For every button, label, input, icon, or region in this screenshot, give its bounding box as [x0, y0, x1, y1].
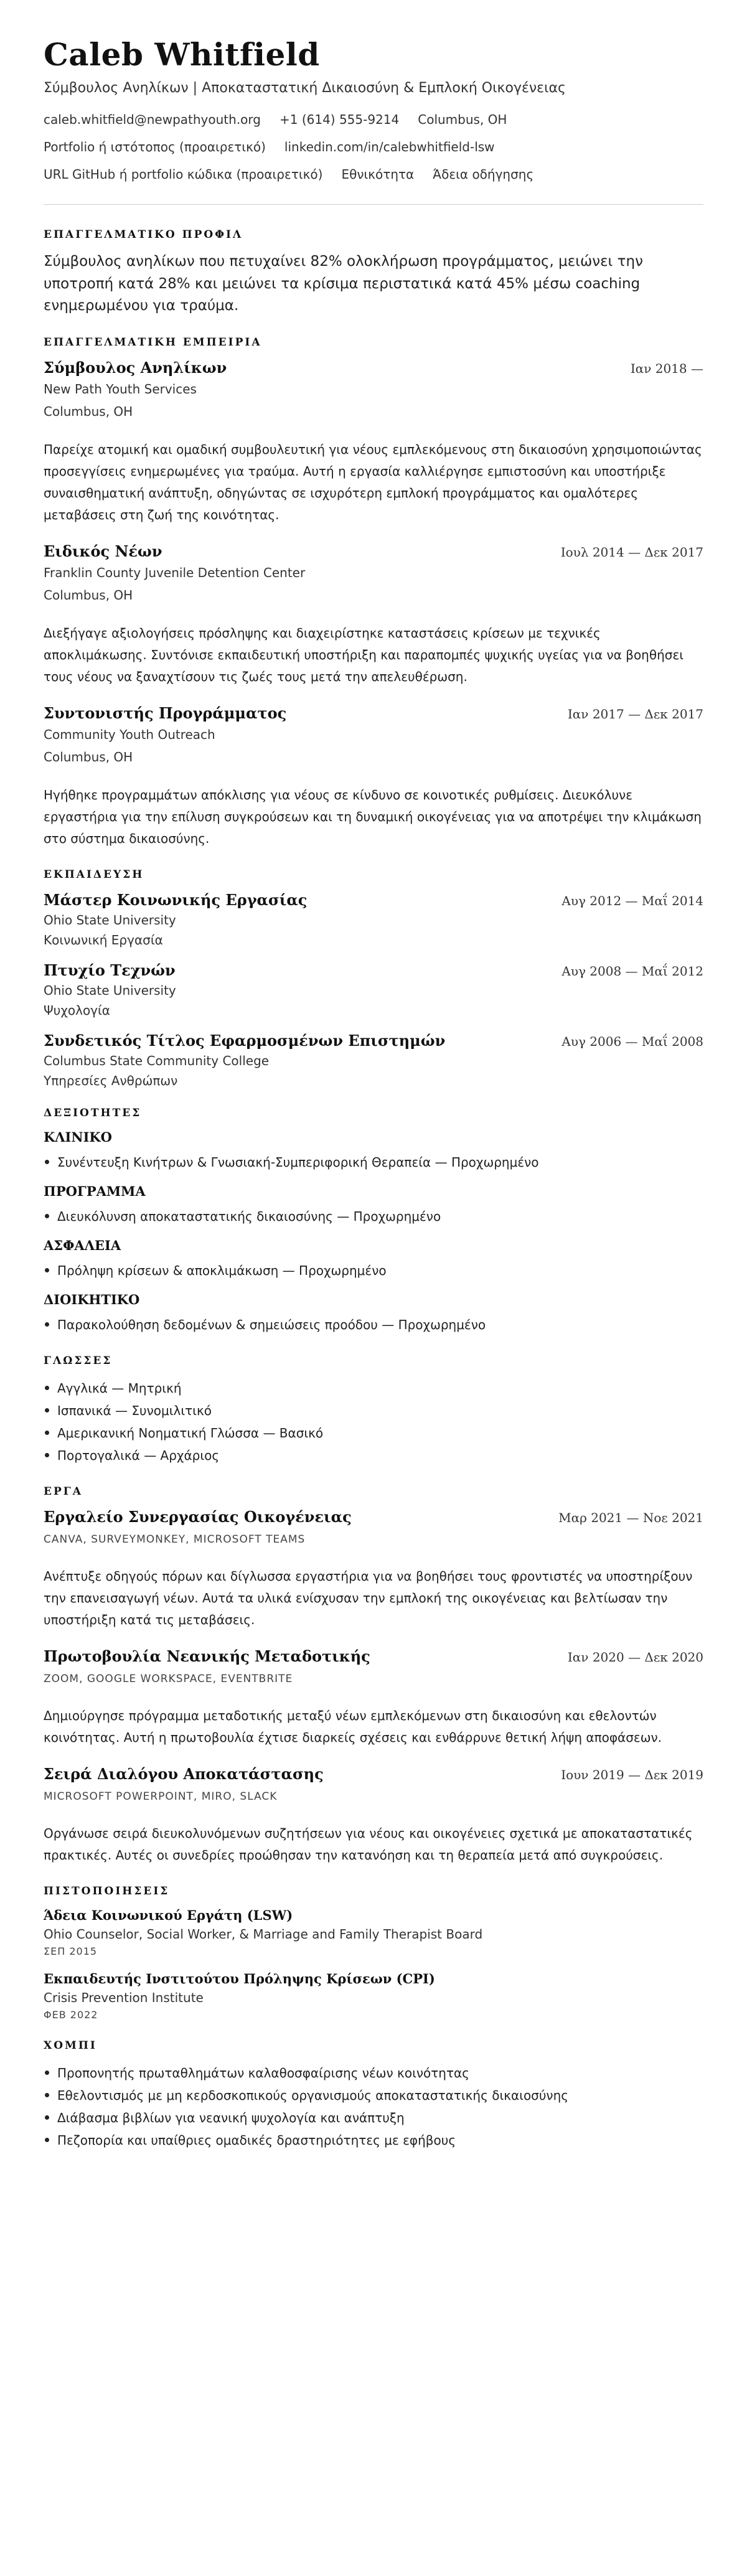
- language-list: [44, 1377, 703, 1467]
- project-description: Ανέπτυξε οδηγούς πόρων και δίγλωσσα εργαστήρια για να βοηθήσει τους φροντιστές να υποστηρίξουν την επανεισαγωγή νέων. Αυτά τα υλικά ενίσχυσαν την εμπλοκή της οικογένειας και βελτίωσαν την υποστήριξη κατά τις μεταβάσεις.: [44, 1568, 693, 1627]
- section-title-skills: ΔΕΞΙΟΤΗΤΕΣ: [44, 1106, 142, 1119]
- projects-section: [44, 1485, 703, 1866]
- project-dates: Ιουν 2019 — Δεκ 2019: [561, 1767, 703, 1782]
- experience-entry: [44, 542, 703, 688]
- project-tech: MICROSOFT POWERPOINT, MIRO, SLACK: [44, 1790, 278, 1803]
- certification-issuer: Ohio Counselor, Social Worker, & Marriage and Family Therapist Board: [44, 1926, 483, 1942]
- list-item: Παρακολούθηση δεδομένων & σημειώσεις προόδου — Προχωρημένο: [44, 1314, 703, 1336]
- list-item: Διευκόλυνση αποκαταστατικής δικαιοσύνης — Προχωρημένο: [44, 1205, 703, 1228]
- job-title: Σύμβουλος Ανηλίκων: [44, 358, 227, 377]
- education-entry: [44, 961, 703, 1018]
- profile-summary: Σύμβουλος ανηλίκων που πετυχαίνει 82% ολοκλήρωση προγράμματος, μειώνει την υποτροπή κατά 28% και μειώνει τα κρίσιμα περιστατικά κατά 45% μέσω coaching ενημερωμένου για τραύμα.: [44, 253, 643, 314]
- project-entry: [44, 1647, 703, 1749]
- degree: Πτυχίο Τεχνών: [44, 961, 176, 979]
- certification-date: ΦΕΒ 2022: [44, 2008, 98, 2021]
- section-title-projects: ΕΡΓΑ: [44, 1485, 83, 1498]
- languages-section: [44, 1355, 703, 1467]
- candidate-name: Caleb Whitfield: [44, 36, 320, 73]
- section-title-profile: ΕΠΑΓΓΕΛΜΑΤΙΚΟ ΠΡΟΦΙΛ: [44, 228, 243, 241]
- list-item: Αμερικανική Νοηματική Γλώσσα — Βασικό: [44, 1422, 703, 1444]
- school: Columbus State Community College: [44, 1053, 270, 1068]
- nationality: Εθνικότητα: [341, 167, 415, 182]
- job-description: Ηγήθηκε προγραμμάτων απόκλισης για νέους σε κίνδυνο σε κοινοτικές ρυθμίσεις. Διευκόλυνε εργαστήρια για την επίλυση συγκρούσεων και τη δυναμική οικογένειας για να αποτρέψει την κλιμάκωση στο σύστημα δικαιοσύνης.: [44, 787, 702, 846]
- contact-row-2: [44, 139, 703, 154]
- section-title-hobbies: ΧΟΜΠΙ: [44, 2039, 97, 2052]
- job-description: Διεξήγαγε αξιολογήσεις πρόσληψης και διαχειρίστηκε καταστάσεις κρίσεων με τεχνικές αποκλιμάκωσης. Συντόνισε εκπαιδευτική υποστήριξη και παραπομπές ψυχικής υγείας για να βοηθήσει τους νέους να ξαναχτίσουν τις ζωές τους μετά την απελευθέρωση.: [44, 625, 684, 684]
- job-dates: Ιαν 2018 —: [630, 360, 703, 376]
- list-item: Συνέντευξη Κινήτρων & Γνωσιακή-Συμπεριφορική Θεραπεία — Προχωρημένο: [44, 1151, 703, 1173]
- education-dates: Αυγ 2006 — Μαΐ 2008: [561, 1033, 703, 1049]
- email[interactable]: caleb.whitfield@newpathyouth.org: [44, 112, 261, 127]
- project-tech: CANVA, SURVEYMONKEY, MICROSOFT TEAMS: [44, 1533, 306, 1546]
- project-entry: [44, 1765, 703, 1866]
- list-item: Πρόληψη κρίσεων & αποκλιμάκωση — Προχωρημένο: [44, 1259, 703, 1282]
- contact-row-3: [44, 167, 703, 182]
- field-of-study: Κοινωνική Εργασία: [44, 932, 163, 947]
- phone[interactable]: +1 (614) 555-9214: [279, 112, 400, 127]
- certification-issuer: Crisis Prevention Institute: [44, 1990, 204, 2005]
- school: Ohio State University: [44, 912, 176, 928]
- skill-category: ΔΙΟΙΚΗΤΙΚΟ: [44, 1291, 140, 1307]
- skill-category: ΚΛΙΝΙΚΟ: [44, 1129, 112, 1145]
- hobby-list: [44, 2062, 703, 2151]
- skill-list: [44, 1151, 703, 1173]
- list-item: Διάβασμα βιβλίων για νεανική ψυχολογία και ανάπτυξη: [44, 2107, 703, 2129]
- section-title-experience: ΕΠΑΓΓΕΛΜΑΤΙΚΗ ΕΜΠΕΙΡΙΑ: [44, 336, 262, 349]
- project-description: Δημιούργησε πρόγραμμα μεταδοτικής μεταξύ νέων εμπλεκόμενων στη δικαιοσύνη και εθελοντών κοινότητας. Αυτή η πρωτοβουλία έχτισε διαρκείς σχέσεις και ενθάρρυνε θετική λήψη αποφάσεων.: [44, 1708, 662, 1745]
- section-title-education: ΕΚΠΑΙΔΕΥΣΗ: [44, 868, 144, 881]
- skills-section: [44, 1107, 703, 1336]
- degree: Μάστερ Κοινωνικής Εργασίας: [44, 890, 308, 909]
- degree: Συνδετικός Τίτλος Εφαρμοσμένων Επιστημών: [44, 1031, 446, 1050]
- employer: Franklin County Juvenile Detention Center: [44, 565, 306, 580]
- job-title: Ειδικός Νέων: [44, 542, 162, 560]
- certification-date: ΣΕΠ 2015: [44, 1945, 98, 1957]
- field-of-study: Υπηρεσίες Ανθρώπων: [44, 1073, 178, 1088]
- job-location: Columbus, OH: [44, 749, 133, 764]
- profile-section: [44, 228, 703, 317]
- driving-license: Άδεια οδήγησης: [433, 167, 534, 182]
- job-dates: Ιαν 2017 — Δεκ 2017: [567, 706, 703, 722]
- employer: Community Youth Outreach: [44, 726, 215, 742]
- education-section: [44, 868, 703, 1088]
- certifications-section: [44, 1885, 703, 2021]
- experience-entry: [44, 359, 703, 526]
- skill-list: [44, 1259, 703, 1282]
- github-link[interactable]: URL GitHub ή portfolio κώδικα (προαιρετικό): [44, 167, 323, 182]
- project-dates: Ιαν 2020 — Δεκ 2020: [567, 1649, 703, 1665]
- job-title: Συντονιστής Προγράμματος: [44, 703, 287, 722]
- certification-name: Εκπαιδευτής Ινστιτούτου Πρόληψης Κρίσεων (CPI): [44, 1970, 435, 1986]
- list-item: Εθελοντισμός με μη κερδοσκοπικούς οργανισμούς αποκαταστατικής δικαιοσύνης: [44, 2084, 703, 2107]
- list-item: Πορτογαλικά — Αρχάριος: [44, 1444, 703, 1467]
- certification-entry: [44, 1971, 703, 2021]
- certification-entry: [44, 1907, 703, 1957]
- section-title-languages: ΓΛΩΣΣΕΣ: [44, 1354, 113, 1367]
- section-title-certifications: ΠΙΣΤΟΠΟΙΗΣΕΙΣ: [44, 1884, 170, 1897]
- education-dates: Αυγ 2008 — Μαΐ 2012: [561, 963, 703, 979]
- skill-list: [44, 1314, 703, 1336]
- experience-section: [44, 336, 703, 850]
- employer: New Path Youth Services: [44, 381, 197, 397]
- header-divider: [44, 204, 703, 205]
- contact-row-1: [44, 112, 703, 127]
- headline: Σύμβουλος Ανηλίκων | Αποκαταστατική Δικαιοσύνη & Εμπλοκή Οικογένειας: [44, 80, 566, 96]
- project-name: Πρωτοβουλία Νεανικής Μεταδοτικής: [44, 1647, 370, 1665]
- project-entry: [44, 1508, 703, 1631]
- list-item: Αγγλικά — Μητρική: [44, 1377, 703, 1399]
- job-location: Columbus, OH: [44, 587, 133, 603]
- project-name: Εργαλείο Συνεργασίας Οικογένειας: [44, 1507, 352, 1526]
- portfolio-link[interactable]: Portfolio ή ιστότοπος (προαιρετικό): [44, 139, 266, 154]
- project-dates: Μαρ 2021 — Νοε 2021: [558, 1510, 703, 1525]
- list-item: Ισπανικά — Συνομιλιτικό: [44, 1399, 703, 1422]
- linkedin-link[interactable]: linkedin.com/in/calebwhitfield-lsw: [284, 139, 495, 154]
- education-entry: [44, 891, 703, 947]
- project-name: Σειρά Διαλόγου Αποκατάστασης: [44, 1764, 324, 1783]
- education-entry: [44, 1032, 703, 1088]
- list-item: Προπονητής πρωταθλημάτων καλαθοσφαίρισης νέων κοινότητας: [44, 2062, 703, 2084]
- location: Columbus, OH: [418, 112, 507, 127]
- hobbies-section: [44, 2039, 703, 2151]
- job-description: Παρείχε ατομική και ομαδική συμβουλευτική για νέους εμπλεκόμενους στη δικαιοσύνη χρησιμοποιώντας προσεγγίσεις ενημερωμένες για τραύμα. Αυτή η εργασία καλλιέργησε εμπιστοσύνη και υποστήριξε συναισθηματική ανάπτυξη, οδηγώντας σε ισχυρότερη εμπλοκή προγράμματος και ομαλότερες μεταβάσεις στη ζωή της κοινότητας.: [44, 441, 702, 522]
- resume-header: [44, 37, 703, 182]
- experience-entry: [44, 704, 703, 850]
- list-item: Πεζοπορία και υπαίθριες ομαδικές δραστηριότητες με εφήβους: [44, 2129, 703, 2151]
- project-description: Οργάνωσε σειρά διευκολυνόμενων συζητήσεων για νέους και οικογένειες σχετικά με αποκαταστατικές πρακτικές. Αυτές οι συνεδρίες προώθησαν την κατανόηση και τη θεραπεία μετά από συγκρούσεις.: [44, 1825, 693, 1863]
- school: Ohio State University: [44, 982, 176, 998]
- field-of-study: Ψυχολογία: [44, 1002, 110, 1018]
- project-tech: ZOOM, GOOGLE WORKSPACE, EVENTBRITE: [44, 1672, 293, 1685]
- certification-name: Άδεια Κοινωνικού Εργάτη (LSW): [44, 1907, 293, 1923]
- job-location: Columbus, OH: [44, 403, 133, 419]
- education-dates: Αυγ 2012 — Μαΐ 2014: [561, 893, 703, 908]
- skill-category: ΠΡΟΓΡΑΜΜΑ: [44, 1183, 146, 1199]
- job-dates: Ιουλ 2014 — Δεκ 2017: [560, 544, 703, 560]
- skill-category: ΑΣΦΑΛΕΙΑ: [44, 1237, 121, 1253]
- skill-list: [44, 1205, 703, 1228]
